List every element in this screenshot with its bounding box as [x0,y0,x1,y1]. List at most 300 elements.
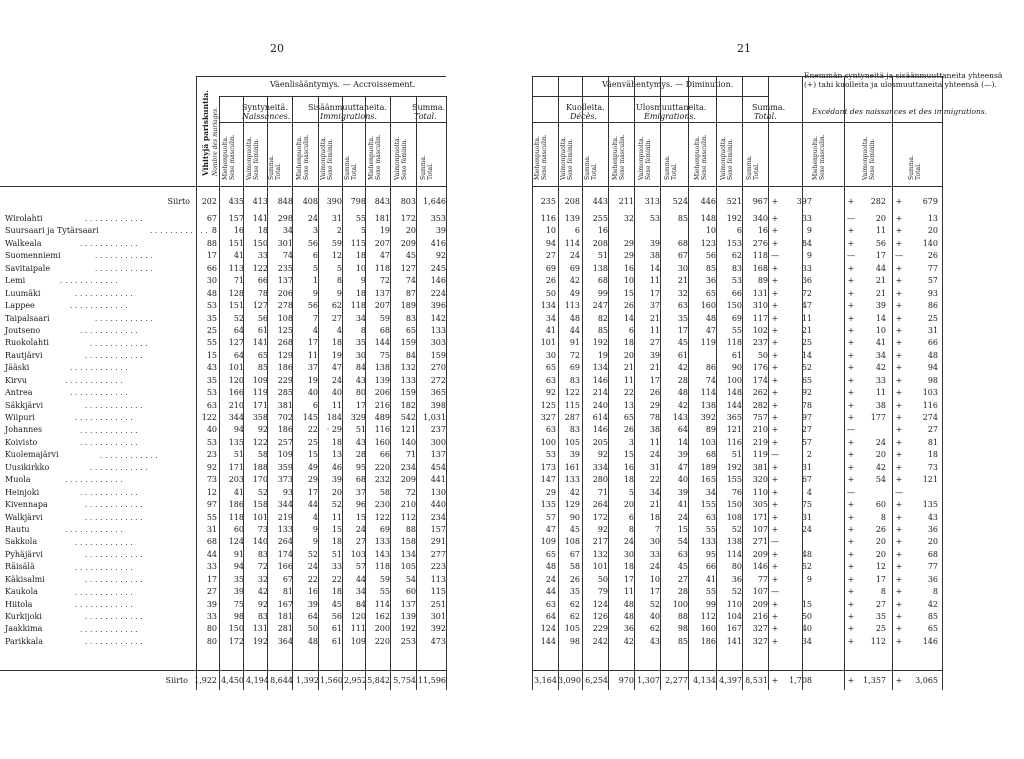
table-cell: 251 [430,599,446,609]
table-cell: 39 [649,350,660,360]
table-cell: 329 [350,413,366,422]
leader-dots: . . . . . . . . . . . . [80,439,139,448]
table-cell: 14 [623,313,634,323]
total-cell: 4,397 [719,676,742,685]
table-cell: + [847,475,855,485]
table-cell: 107 [752,587,768,597]
table-cell: 55 [731,325,742,335]
total-cell: + [895,676,903,685]
table-cell: 53 [545,450,556,460]
summa-subtitle-left: Total. [414,112,437,121]
column-label: Sexe masculin. [541,134,548,180]
table-cell: 206 [277,288,293,298]
table-cell: 18 [623,338,634,348]
table-cell: 276 [752,238,768,248]
table-cell: 20 [623,500,634,510]
table-cell: 101 [228,363,244,373]
table-cell: 282 [752,400,768,410]
table-cell: 39 [307,599,318,609]
commune-name: Antrea [5,388,33,398]
row-rule [0,186,446,187]
table-cell: + [847,338,855,348]
table-cell: 43 [649,636,660,646]
table-cell: 39 [233,587,244,597]
table-cell: 30 [206,276,217,286]
table-cell: + [847,301,855,311]
table-cell: 6 [628,512,634,522]
table-cell: 31 [927,325,938,335]
table-cell: 262 [752,388,768,398]
accroissement-title: Väenlisääntymys. — Accroissement. [270,80,416,89]
carry-cell: 435 [228,197,244,206]
table-cell: 34 [545,313,556,323]
data-column [392,213,416,648]
table-cell: 122 [564,388,580,398]
table-cell: 92 [435,251,446,261]
table-cell: 11 [623,375,634,385]
table-cell: + [895,388,903,398]
table-cell: 68 [355,475,366,485]
table-cell: 278 [277,301,293,311]
table-cell: 27 [545,251,556,261]
table-cell: 157 [228,214,244,223]
table-cell: 29 [649,400,660,410]
table-cell: 93 [282,487,293,497]
table-cell: 6 [574,226,580,236]
table-cell: 17 [206,574,217,584]
table-cell: 12 [331,251,342,261]
commune-name: Wirolahti [5,214,43,223]
table-cell: 68 [705,450,716,460]
table-cell: 327 [752,636,768,646]
column-label: Vaimonpuolta. [246,136,253,180]
table-cell: 116 [922,400,938,410]
table-cell: 96 [355,500,366,510]
column-label: Miehenpuolta. [534,135,541,180]
table-cell: 381 [752,462,768,472]
data-column [269,213,293,648]
table-cell: 160 [700,624,716,634]
table-cell: 42 [569,276,580,286]
table-cell: + [847,263,855,273]
column-label: Miehenpuolta. [296,135,303,180]
total-cell: 970 [618,676,634,685]
column-label: Summa. [584,155,591,180]
data-column [558,213,580,648]
table-cell: + [847,413,855,422]
table-cell: 301 [430,612,446,621]
table-cell: 25 [875,624,886,634]
table-cell: 58 [569,562,580,572]
table-cell: 133 [430,325,446,335]
table-cell: 11 [623,587,634,597]
table-cell: 8 [336,276,342,286]
table-cell: 181 [374,214,390,223]
deces-title: Kuolleita. [566,103,605,112]
table-cell: 359 [277,462,293,472]
table-cell: + [895,325,903,335]
table-cell: 14 [875,313,886,323]
table-cell: + [771,226,779,236]
table-cell: 65 [545,549,556,559]
table-cell: + [895,363,903,373]
table-cell: 16 [233,226,244,236]
table-cell: 55 [705,587,716,597]
table-cell: 118 [374,263,390,273]
table-cell: 37 [355,487,366,497]
table-cell: 43 [355,437,366,447]
carry-cell: 313 [644,197,660,206]
table-cell: 43 [355,375,366,385]
table-cell: 133 [374,537,390,547]
table-cell: 84 [405,350,416,360]
table-cell: 11 [875,226,886,236]
table-cell: 20 [927,537,938,547]
table-cell: 46 [331,462,342,472]
table-cell: 29 [307,475,318,485]
table-cell: 17 [623,574,634,584]
data-column [366,213,390,648]
table-cell: 159 [430,350,446,360]
table-cell: 702 [277,413,293,422]
table-cell: 118 [752,251,768,261]
table-cell: 21 [649,313,660,323]
table-cell: 320 [752,475,768,485]
table-cell: 17 [307,338,318,348]
table-cell: 15 [307,450,318,460]
table-cell: 39 [569,450,580,460]
table-cell: 135 [922,500,938,510]
column-label: Sexe masculin. [375,134,382,180]
table-cell: 30 [545,350,556,360]
table-cell: 11 [649,437,660,447]
table-cell: 47 [677,462,688,472]
table-cell: 13 [331,450,342,460]
total-cell: 8,531 [745,676,768,685]
table-cell: 137 [277,276,293,286]
table-cell: 48 [307,636,318,646]
table-cell: + [847,375,855,385]
table-cell: 19 [307,375,318,385]
table-cell: 34 [355,313,366,323]
leader-dots: . . . . . . . . . . . . [85,613,144,622]
column-label: Sexe masculin. [303,134,310,180]
table-cell: 63 [545,599,556,609]
table-cell: 32 [257,574,268,584]
table-cell: 257 [277,437,293,447]
leader-dots: . . . . . . . . . . . . [100,451,159,460]
table-cell: 1,031 [423,413,446,422]
table-cell: 28 [677,587,688,597]
table-cell: 24 [649,450,660,460]
table-cell: 10 [623,276,634,286]
table-cell: 392 [430,624,446,634]
table-cell: 15 [801,599,812,609]
table-cell: 27 [649,338,660,348]
column-label: Total. [915,163,922,180]
table-cell: + [895,238,903,248]
table-cell: 88 [677,612,688,621]
table-cell: 67 [801,475,812,485]
table-cell: 118 [374,562,390,572]
column-label: Total. [671,163,678,180]
commune-name: Hiitola [5,599,33,609]
column-rule [608,76,609,690]
table-cell: + [847,400,855,410]
table-cell: 144 [374,338,390,348]
table-cell: 15 [206,350,217,360]
table-cell: 105 [564,624,580,634]
table-cell: 44 [875,263,886,273]
table-cell: 103 [350,549,366,559]
page-number-right: 21 [737,42,751,55]
table-cell: 74 [705,375,716,385]
table-cell: 7 [654,524,660,534]
table-cell: 207 [374,301,390,311]
table-cell: 75 [379,350,390,360]
table-cell: 42 [875,363,886,373]
leader-dots: . . . . . . . . . . . . [90,339,149,348]
table-cell: 25 [206,325,217,335]
table-cell: + [771,425,779,435]
sign-column [894,213,904,648]
table-cell: 206 [374,388,390,398]
table-cell: 36 [801,276,812,286]
table-cell: 28 [355,450,366,460]
total-label: Siirto [165,676,188,685]
table-cell: 20 [405,226,416,236]
table-cell: 92 [801,388,812,398]
table-cell: 234 [430,512,446,522]
table-cell: 100 [726,375,742,385]
table-cell: + [847,500,855,510]
table-cell: 97 [801,413,812,422]
table-cell: 52 [233,313,244,323]
carry-cell: 679 [922,197,938,206]
table-cell: 63 [705,512,716,522]
table-cell: 48 [545,562,556,572]
table-cell: 24 [677,512,688,522]
table-cell: 63 [545,375,556,385]
table-cell: 33 [257,251,268,261]
table-cell: 115 [430,587,446,597]
table-cell: 40 [331,388,342,398]
table-cell: 186 [277,363,293,373]
table-cell: 61 [677,350,688,360]
table-cell: 61 [331,624,342,634]
table-cell: 11 [331,400,342,410]
column-label: Sexe masculin. [229,134,236,180]
table-cell: 60 [405,587,416,597]
column-label: Sexe féminin. [567,138,574,180]
table-cell: 18 [649,512,660,522]
table-cell: 200 [374,624,390,634]
table-cell: + [847,363,855,373]
table-cell: 47 [545,524,556,534]
table-cell: 14 [649,263,660,273]
table-cell: + [771,524,779,534]
table-cell: 148 [726,388,742,398]
table-cell: 11 [649,325,660,335]
table-cell: 94 [233,562,244,572]
table-cell: 381 [277,400,293,410]
table-cell: 113 [228,263,244,273]
commune-name: Pyhäjärvi [5,549,43,559]
table-cell: 45 [677,338,688,348]
column-label: Vaimonpuolta. [862,136,869,180]
table-cell: 76 [731,487,742,497]
leader-dots: . . . . . . . . . . . . [70,302,129,311]
table-cell: 159 [400,338,416,348]
table-cell: 57 [355,562,366,572]
table-cell: 126 [592,612,608,621]
table-cell: 174 [277,549,293,559]
table-cell: 34 [355,587,366,597]
table-cell: 65 [545,363,556,373]
table-cell: 51 [233,450,244,460]
table-cell: 41 [545,325,556,335]
column-rule [688,76,689,690]
table-cell: 38 [649,425,660,435]
summa-subtitle-right: Total. [754,112,777,121]
table-cell: 37 [307,363,318,373]
table-cell: 16 [757,226,768,236]
table-cell: 205 [592,437,608,447]
table-cell: 62 [569,599,580,609]
table-cell: 122 [252,263,268,273]
table-cell: 125 [540,400,556,410]
table-cell: 27 [875,599,886,609]
table-cell: 73 [927,462,938,472]
table-cell: 31 [801,512,812,522]
table-cell: 92 [206,462,217,472]
table-cell: 94 [927,363,938,373]
table-cell: + [895,413,903,422]
table-cell: 192 [592,338,608,348]
column-label: Summa. [746,155,753,180]
data-column [534,213,556,648]
table-cell: 489 [374,413,390,422]
column-rule [446,96,447,690]
table-cell: 43 [206,363,217,373]
table-cell: 172 [400,214,416,223]
table-cell: 33 [875,375,886,385]
table-cell: 97 [206,500,217,510]
table-cell: 64 [545,612,556,621]
table-cell: 300 [430,437,446,447]
table-cell: 10 [649,574,660,584]
table-cell: 192 [726,462,742,472]
table-cell: 150 [726,301,742,311]
table-cell: 18 [927,450,938,460]
table-cell: 132 [400,363,416,373]
table-cell: 58 [379,487,390,497]
table-cell: 95 [705,549,716,559]
table-cell: 173 [540,462,556,472]
carry-cell: 208 [564,197,580,206]
table-cell: 216 [752,612,768,621]
sign-column [846,213,856,648]
table-cell: 16 [597,226,608,236]
table-cell: + [771,500,779,510]
table-cell: 268 [277,338,293,348]
table-cell: 18 [331,587,342,597]
table-cell: — [771,587,779,597]
table-cell: 85 [597,325,608,335]
commune-name: Kaukola [5,587,38,597]
table-cell: 47 [705,325,716,335]
table-cell: 73 [206,475,217,485]
immigrations-subtitle: Immigrations. [320,112,377,121]
table-cell: 167 [277,599,293,609]
data-column [692,213,716,648]
table-cell: 40 [649,612,660,621]
table-cell: 18 [257,226,268,236]
table-cell: 11 [307,350,318,360]
total-cell: 5,754 [393,676,416,685]
table-cell: 9 [336,288,342,298]
table-cell: + [847,549,855,559]
table-cell: 109 [277,450,293,460]
column-label: Vaimonpuolta. [560,136,567,180]
table-cell: 83 [257,612,268,621]
table-cell: — [847,214,855,223]
table-cell: 87 [405,288,416,298]
column-label: Sexe masculin. [701,134,708,180]
table-cell: 52 [307,549,318,559]
total-cell: 2,952 [344,676,367,685]
table-cell: 98 [233,612,244,621]
table-cell: + [895,524,903,534]
table-cell: 157 [430,524,446,534]
table-cell: 98 [569,636,580,646]
table-cell: 85 [927,612,938,621]
table-cell: + [771,512,779,522]
table-cell: 160 [700,301,716,311]
commune-name: Kuolemajärvi [5,450,59,460]
table-cell: 298 [277,214,293,223]
leader-dots: . . . . . . . . . . . . [150,227,209,236]
table-cell: 134 [400,549,416,559]
table-cell: 48 [927,350,938,360]
table-cell: 146 [752,562,768,572]
table-cell: + [895,462,903,472]
table-cell: 99 [597,288,608,298]
table-cell: 69 [379,524,390,534]
table-cell: 219 [752,437,768,447]
table-cell: + [771,624,779,634]
table-cell: 473 [430,636,446,646]
table-cell: 171 [228,462,244,472]
table-cell: 24 [307,562,318,572]
table-cell: + [771,301,779,311]
table-cell: 124 [592,599,608,609]
table-cell: 24 [623,537,634,547]
table-cell: 68 [927,549,938,559]
table-cell: + [771,549,779,559]
table-cell: + [771,214,779,223]
table-cell: 15 [355,512,366,522]
emigrations-title: Ulosmuuttaneita. [636,103,707,112]
table-cell: + [847,238,855,248]
table-cell: 21 [677,276,688,286]
table-cell: 40 [206,425,217,435]
table-cell: + [771,276,779,286]
commune-name: Muola [5,475,31,485]
table-cell: + [771,400,779,410]
table-cell: 22 [307,574,318,584]
table-cell: 48 [801,549,812,559]
